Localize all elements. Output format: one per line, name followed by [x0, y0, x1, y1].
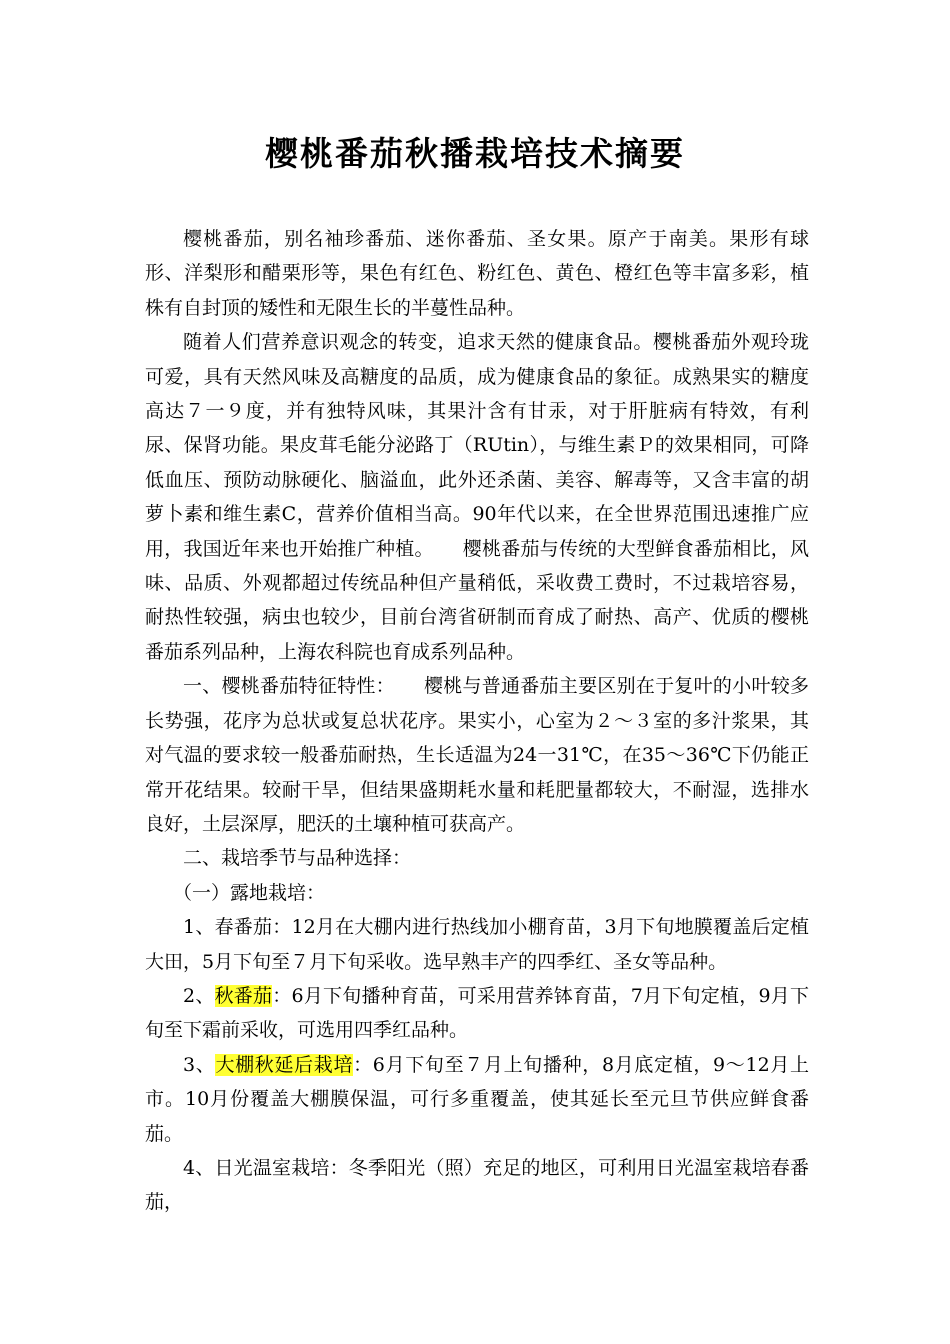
item-number: 3、: [183, 1053, 216, 1076]
paragraph-sunlight-greenhouse: 4、日光温室栽培：冬季阳光（照）充足的地区，可利用日光温室栽培春番茄，: [145, 1156, 809, 1214]
paragraph-spring-tomato: 1、春番茄：12月在大棚内进行热线加小棚育苗，3月下旬地膜覆盖后定植大田，5月下旬至７月下旬采收。选早熟丰产的四季红、圣女等品种。: [145, 916, 809, 973]
highlighted-term: 大棚秋延后栽培: [215, 1053, 354, 1076]
paragraph-greenhouse-late-autumn: [145, 1048, 809, 1151]
paragraph-characteristics: 一、樱桃番茄特征特性： 樱桃与普通番茄主要区别在于复叶的小叶较多长势强，花序为总状或复总状花序。果实小，心室为２～３室的多汁浆果，其对气温的要求较一般番茄耐热，生长适温为24一31℃，在35～36℃下仍能正常开花结果。较耐干旱，但结果盛期耗水量和耗肥量都较大，不耐湿，选排水良好，土层深厚，肥沃的土壤种植可获高产。: [145, 675, 809, 835]
paragraph-nutrition: 随着人们营养意识观念的转变，追求天然的健康食品。樱桃番茄外观玲珑可爱，具有天然风味及高糖度的品质，成为健康食品的象征。成熟果实的糖度高达７一９度，并有独特风味，其果汁含有甘汞，对于肝脏病有特效，有利尿、保肾功能。果皮茸毛能分泌路丁（RUtin），与维生素Ｐ的效果相同，可降低血压、预防动脉硬化、脑溢血，此外还杀菌、美容、解毒等，又含丰富的胡萝卜素和维生素C，营养价值相当高。90年代以来，在全世界范围迅速推广应用，我国近年来也开始推广种植。 樱桃番茄与传统的大型鲜食番茄相比，风味、品质、外观都超过传统品种但产量稍低，采收费工费时，不过栽培容易，耐热性较强，病虫也较少，目前台湾省研制而育成了耐热、高产、优质的樱桃番茄系列品种，上海农科院也育成系列品种。: [145, 331, 809, 663]
item-text: ：6月下旬至７月上旬播种，8月底定植，9～12月上市。10月份覆盖大棚膜保温，可行多重覆盖，使其延长至元旦节供应鲜食番茄。: [145, 1053, 809, 1145]
document-title: 樱桃番茄秋播栽培技术摘要: [265, 134, 685, 173]
highlighted-term: 秋番茄: [214, 984, 273, 1007]
paragraph-intro: 樱桃番茄，别名袖珍番茄、迷你番茄、圣女果。原产于南美。果形有球形、洋梨形和醋栗形等，果色有红色、粉红色、黄色、橙红色等丰富多彩，植株有自封顶的矮性和无限生长的半蔓性品种。: [145, 228, 809, 319]
heading-season-selection: 二、栽培季节与品种选择：: [183, 847, 412, 870]
paragraph-autumn-tomato: [145, 979, 809, 1048]
heading-open-field: （一）露地栽培：: [173, 881, 326, 904]
document-body: [145, 222, 809, 1220]
item-number: 2、: [183, 984, 215, 1007]
item-text: ：6月下旬播种育苗，可采用营养钵育苗，7月下旬定植，9月下旬至下霜前采收，可选用四季红品种。: [145, 984, 809, 1042]
